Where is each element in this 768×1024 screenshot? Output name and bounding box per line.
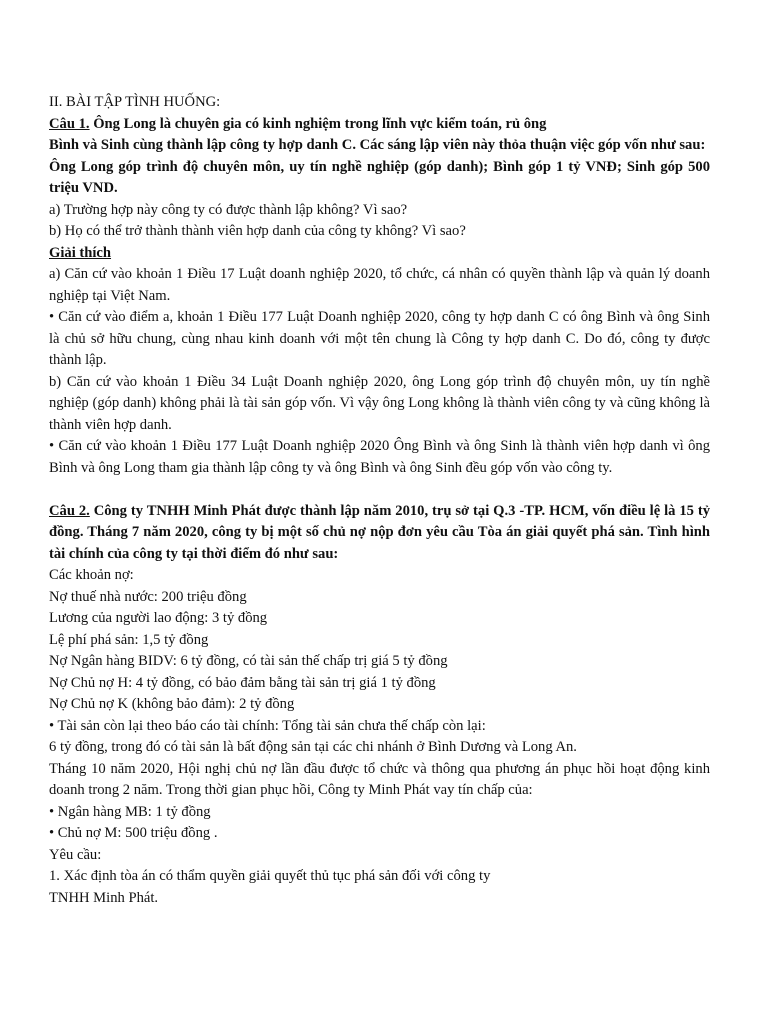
debt-item: Lệ phí phá sản: 1,5 tỷ đồng — [49, 631, 209, 648]
q1-label: Câu 1. — [49, 115, 90, 132]
q2-requirement-title: Yêu cầu: — [49, 846, 102, 863]
q2-intro — [49, 501, 710, 566]
section-heading: II. BÀI TẬP TÌNH HUỐNG: — [49, 94, 221, 110]
debt-item: Nợ Chủ nợ K (không bảo đảm): 2 tỷ đồng — [49, 696, 295, 712]
debt-item: Nợ Chủ nợ H: 4 tỷ đồng, có bảo đảm bằng tài sản trị giá 1 tỷ đồng — [49, 674, 436, 691]
q2-loan-m: • Chủ nợ M: 500 triệu đồng . — [49, 825, 218, 841]
q2-meeting: Tháng 10 năm 2020, Hội nghị chủ nợ lần đầu được tổ chức và thông qua phương án phục hồi hoạt động kinh doanh trong 2 năm. Trong thời gian phục hồi, Công ty Minh Phát vay tín chấp của: — [49, 760, 710, 798]
section-spacer — [49, 479, 710, 501]
q1-intro-text: Ông Long là chuyên gia có kinh nghiệm trong lĩnh vực kiểm toán, rủ ông — [89, 115, 547, 132]
q2-debts-title: Các khoản nợ: — [49, 567, 134, 583]
q2-loan-mb: • Ngân hàng MB: 1 tỷ đồng — [49, 803, 211, 820]
q1-explain-title: Giải thích — [49, 244, 112, 261]
document-page — [49, 92, 710, 909]
q2-requirement-1-line1: 1. Xác định tòa án có thẩm quyền giải quyết thủ tục phá sản đối với công ty — [49, 868, 491, 884]
q2-assets-detail: 6 tỷ đồng, trong đó có tài sản là bất động sản tại các chi nhánh ở Bình Dương và Long An. — [49, 739, 577, 755]
q2-requirement-1-line2: TNHH Minh Phát. — [49, 889, 159, 906]
debt-item: Nợ thuế nhà nước: 200 triệu đồng — [49, 588, 247, 605]
q2-label: Câu 2. — [49, 502, 90, 519]
q1-contribution: Ông Long góp trình độ chuyên môn, uy tín nghề nghiệp (góp danh); Bình góp 1 tỷ VNĐ; Sinh góp 500 triệu VND. — [49, 158, 710, 196]
q1-question-b: b) Họ có thể trở thành thành viên hợp danh của công ty không? Vì sao? — [49, 223, 466, 239]
q1-question-a: a) Trường hợp này công ty có được thành lập không? Vì sao? — [49, 201, 408, 218]
q1-intro-line1 — [49, 114, 710, 136]
q1-intro-line2: Bình và Sinh cùng thành lập công ty hợp danh C. Các sáng lập viên này thỏa thuận việc góp vốn như sau: — [49, 137, 706, 153]
debt-item: Lương của người lao động: 3 tỷ đồng — [49, 610, 268, 626]
debt-item: Nợ Ngân hàng BIDV: 6 tỷ đồng, có tài sản thế chấp trị giá 5 tỷ đồng — [49, 653, 448, 669]
q2-intro-text: Công ty TNHH Minh Phát được thành lập năm 2010, trụ sở tại Q.3 -TP. HCM, vốn điều lệ là 15 tỷ đồng. Tháng 7 năm 2020, công ty bị một số chủ nợ nộp đơn yêu cầu Tòa án giải quyết phá sản. Tình hình tài chính của công ty tại thời điểm đó như sau: — [49, 502, 711, 562]
q2-assets-bullet: • Tài sản còn lại theo báo cáo tài chính: Tổng tài sản chưa thế chấp còn lại: — [49, 717, 486, 734]
q1-explain-b-bullet: • Căn cứ vào khoản 1 Điều 177 Luật Doanh nghiệp 2020 Ông Bình và ông Sinh là thành viên hợp danh vì ông Bình và ông Long tham gia thành lập công ty và ông Bình và ông Sinh đều góp vốn vào công ty. — [49, 438, 710, 476]
q1-explain-a-bullet: • Căn cứ vào điểm a, khoản 1 Điều 177 Luật Doanh nghiệp 2020, công ty hợp danh C có ông Bình và ông Sinh là chủ sở hữu chung, cùng nhau kinh doanh với một tên chung là Công ty hợp danh C. Do đó, công ty được thành lập. — [49, 309, 710, 368]
q1-explain-a: a) Căn cứ vào khoản 1 Điều 17 Luật doanh nghiệp 2020, tổ chức, cá nhân có quyền thành lập và quản lý doanh nghiệp tại Việt Nam. — [49, 266, 710, 304]
q1-explain-b: b) Căn cứ vào khoản 1 Điều 34 Luật Doanh nghiệp 2020, ông Long góp trình độ chuyên môn, uy tín nghề nghiệp (góp danh) không phải là tài sản góp vốn. Vì vậy ông Long không là thành viên công ty và cũng không là thành viên hợp danh. — [49, 373, 710, 433]
